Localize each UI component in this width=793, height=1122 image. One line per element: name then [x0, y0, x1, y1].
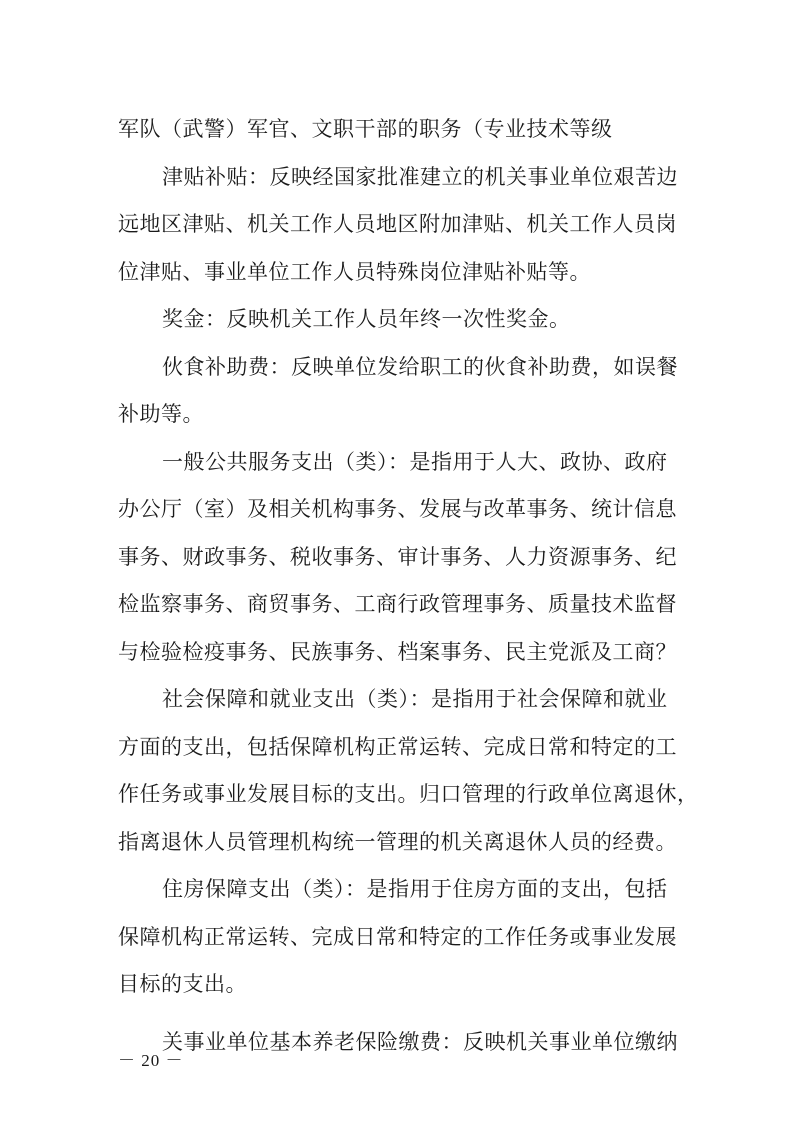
text-line: 保障机构正常运转、完成日常和特定的工作任务或事业发展	[118, 924, 677, 949]
page-number: － 20 －	[118, 1051, 184, 1070]
text-line: 作任务或事业发展目标的支出。归口管理的行政单位离退休，	[118, 782, 699, 806]
paragraph-gap	[118, 1009, 688, 1019]
paragraph-start-line: 住房保障支出（类）：是指用于住房方面的支出，包括	[162, 877, 668, 901]
text-line: 与检验检疫事务、民族事务、档案事务、民主党派及工商？	[118, 639, 677, 664]
text-line: 检监察事务、商贸事务、工商行政管理事务、质量技术监督	[118, 592, 677, 616]
paragraph-start-line: 社会保障和就业支出（类）：是指用于社会保障和就业	[162, 687, 668, 711]
paragraph-start-line: 一般公共服务支出（类）：是指用于人大、政协、政府	[162, 449, 668, 474]
paragraph-start-line: 津贴补贴：反映经国家批准建立的机关事业单位艰苦边	[162, 164, 678, 189]
text-line: 目标的支出。	[118, 972, 247, 996]
paragraph-start-line: 伙食补助费：反映单位发给职工的伙食补助费，如误餐	[162, 354, 678, 379]
text-line: 指离退休人员管理机构统一管理的机关离退休人员的经费。	[118, 829, 677, 854]
text-line: 办公厅（室）及相关机构事务、发展与改革事务、统计信息	[118, 497, 677, 521]
text-line: 军队（武警）军官、文职干部的职务（专业技术等级	[118, 117, 613, 141]
body-text	[118, 106, 699, 1066]
text-line: 位津贴、事业单位工作人员特殊岗位津贴补贴等。	[118, 259, 591, 284]
text-line: 方面的支出，包括保障机构正常运转、完成日常和特定的工	[118, 734, 677, 759]
text-line: 补助等。	[118, 402, 204, 426]
text-line: 远地区津贴、机关工作人员地区附加津贴、机关工作人员岗	[118, 212, 677, 236]
paragraph-start-line: 关事业单位基本养老保险缴费：反映机关事业单位缴纳	[162, 1029, 678, 1054]
paragraph-start-line: 奖金：反映机关工作人员年终一次性奖金。	[162, 307, 571, 331]
text-line: 事务、财政事务、税收事务、审计事务、人力资源事务、纪	[118, 544, 677, 569]
